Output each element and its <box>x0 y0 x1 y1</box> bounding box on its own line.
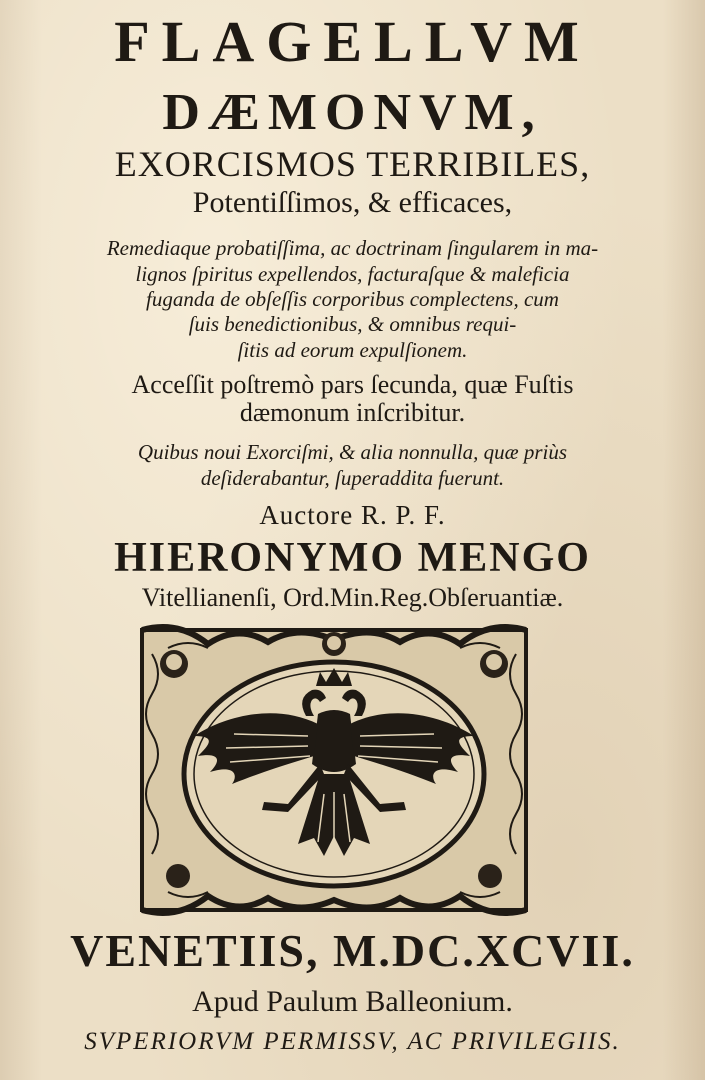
main-title: FLAGELLVM <box>114 9 591 74</box>
second-part-line: Acceſſit poſtremò pars ſecunda, quæ Fuſtis <box>131 370 574 399</box>
author-name: HIERONYMO MENGO <box>114 535 591 581</box>
imprint-publisher: Apud Paulum Balleonium. <box>192 985 513 1018</box>
double-headed-eagle-woodcut-icon <box>138 624 530 916</box>
subtitle: EXORCISMOS TERRIBILES, <box>114 144 591 184</box>
subtitle-second-line: Potentiſſimos, & efficaces, <box>192 186 513 219</box>
imprint-permission: SVPERIORVM PERMISSV, AC PRIVILEGIIS. <box>84 1028 621 1055</box>
description-line: ſuis benedictionibus, & omnibus requi- <box>188 312 517 336</box>
description-line: fuganda de obſeſſis corporibus complectens, cum <box>146 287 559 311</box>
description-line: ſitis ad eorum expulſionem. <box>237 338 468 362</box>
description-line: Remediaque probatiſſima, ac doctrinam ſingularem in ma- <box>106 236 599 260</box>
imprint-place-date: VENETIIS, M.DC.XCVII. <box>70 925 635 976</box>
additions-line: Quibus noui Exorciſmi, & alia nonnulla, quæ priùs <box>137 440 568 464</box>
author-affiliation: Vitellianenſi, Ord.Min.Reg.Obſeruantiæ. <box>141 583 564 612</box>
author-prefix: Auctore R. P. F. <box>259 500 446 530</box>
main-title-second-line: DÆMONVM, <box>162 84 543 141</box>
second-part-line: dæmonum inſcribitur. <box>239 398 466 427</box>
description-line: lignos ſpiritus expellendos, facturaſque & maleficia <box>135 262 570 286</box>
additions-line: deſiderabantur, ſuperaddita fuerunt. <box>200 466 505 490</box>
